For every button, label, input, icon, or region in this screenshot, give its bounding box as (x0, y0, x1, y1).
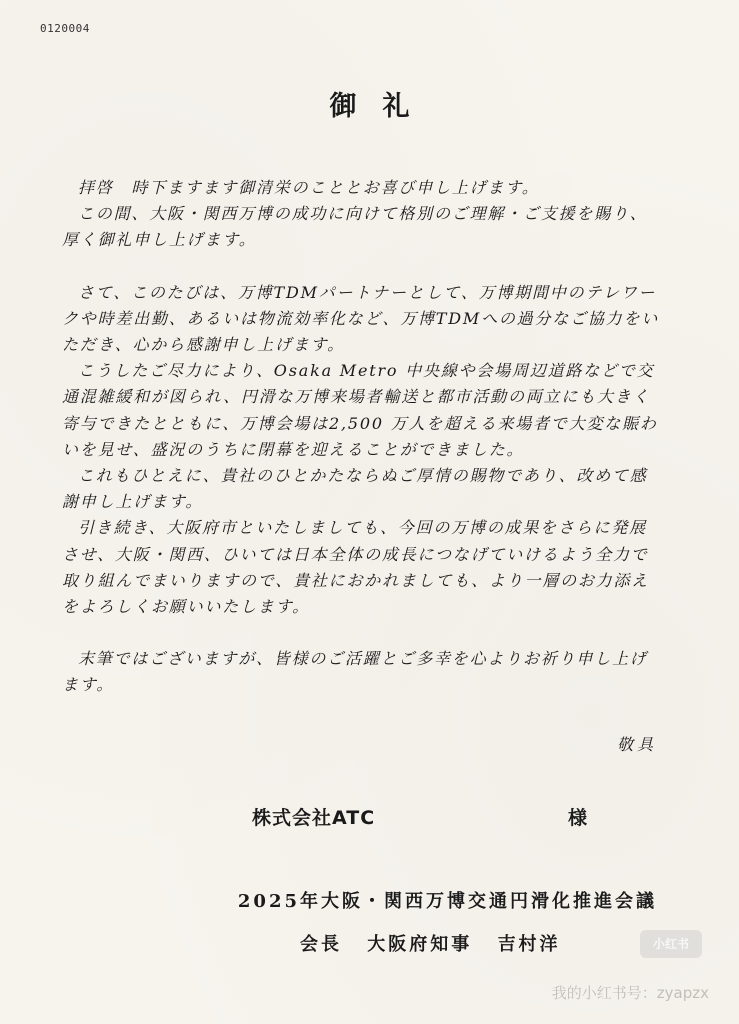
closing-keigu: 敬具 (616, 735, 657, 754)
signer-office: 大阪府知事 (367, 934, 473, 955)
sender-organization: 2025年大阪・関西万博交通円滑化推進会議 (237, 891, 657, 912)
signer-line (300, 930, 577, 956)
paragraph-thanks: この間、大阪・関西万博の成功に向けて格別のご理解・ご支援を賜り、厚く御礼申し上げます。 (62, 204, 648, 250)
paragraph-greeting: 拝啓 時下ますます御清栄のこととお喜び申し上げます。 (78, 178, 540, 197)
paragraph-future: 引き続き、大阪府市といたしましても、今回の万博の成果をさらに発展させ、大阪・関西、ひいては日本全体の成長につなげていけるよう全力で取り組んでまいりますので、貴社におかれましても、より一層のお力添えをよろしくお願いいたします。 (62, 518, 650, 617)
signer-name: 吉村洋 (497, 934, 561, 955)
paragraph-gratitude: これもひとえに、貴社のひとかたならぬご厚情の賜物であり、改めて感謝申し上げます。 (62, 466, 648, 512)
recipient-honorific: 様 (568, 807, 588, 829)
watermark-logo: 小红书 (640, 930, 702, 958)
letter-body (62, 175, 662, 699)
paragraph-results: こうしたご尽力により、Osaka Metro 中央線や会場周辺道路などで交通混雑緩和が図られ、円滑な万博来場者輸送と都市活動の両立にも大きく寄与できたとともに、万博会場は2,500 万人を超える来場者で大変な賑わいを見せ、盛況のうちに閉幕を迎えることができました。 (62, 361, 658, 459)
paragraph-closing-wish: 末筆ではございますが、皆様のご活躍とご多幸を心よりお祈り申し上げます。 (62, 649, 648, 695)
recipient-name: 株式会社ATC (252, 807, 376, 829)
signer-role: 会長 (300, 934, 342, 955)
watermark-text: 我的小红书号：zyapzx (551, 984, 709, 1002)
paragraph-tdm: さて、このたびは、万博TDMパートナーとして、万博期間中のテレワークや時差出勤、あるいは物流効率化など、万博TDMへの過分なご協力をいただき、心から感謝申し上げます。 (62, 282, 660, 355)
document-number: 0120004 (40, 22, 90, 35)
letter-title: 御礼 (329, 91, 436, 122)
